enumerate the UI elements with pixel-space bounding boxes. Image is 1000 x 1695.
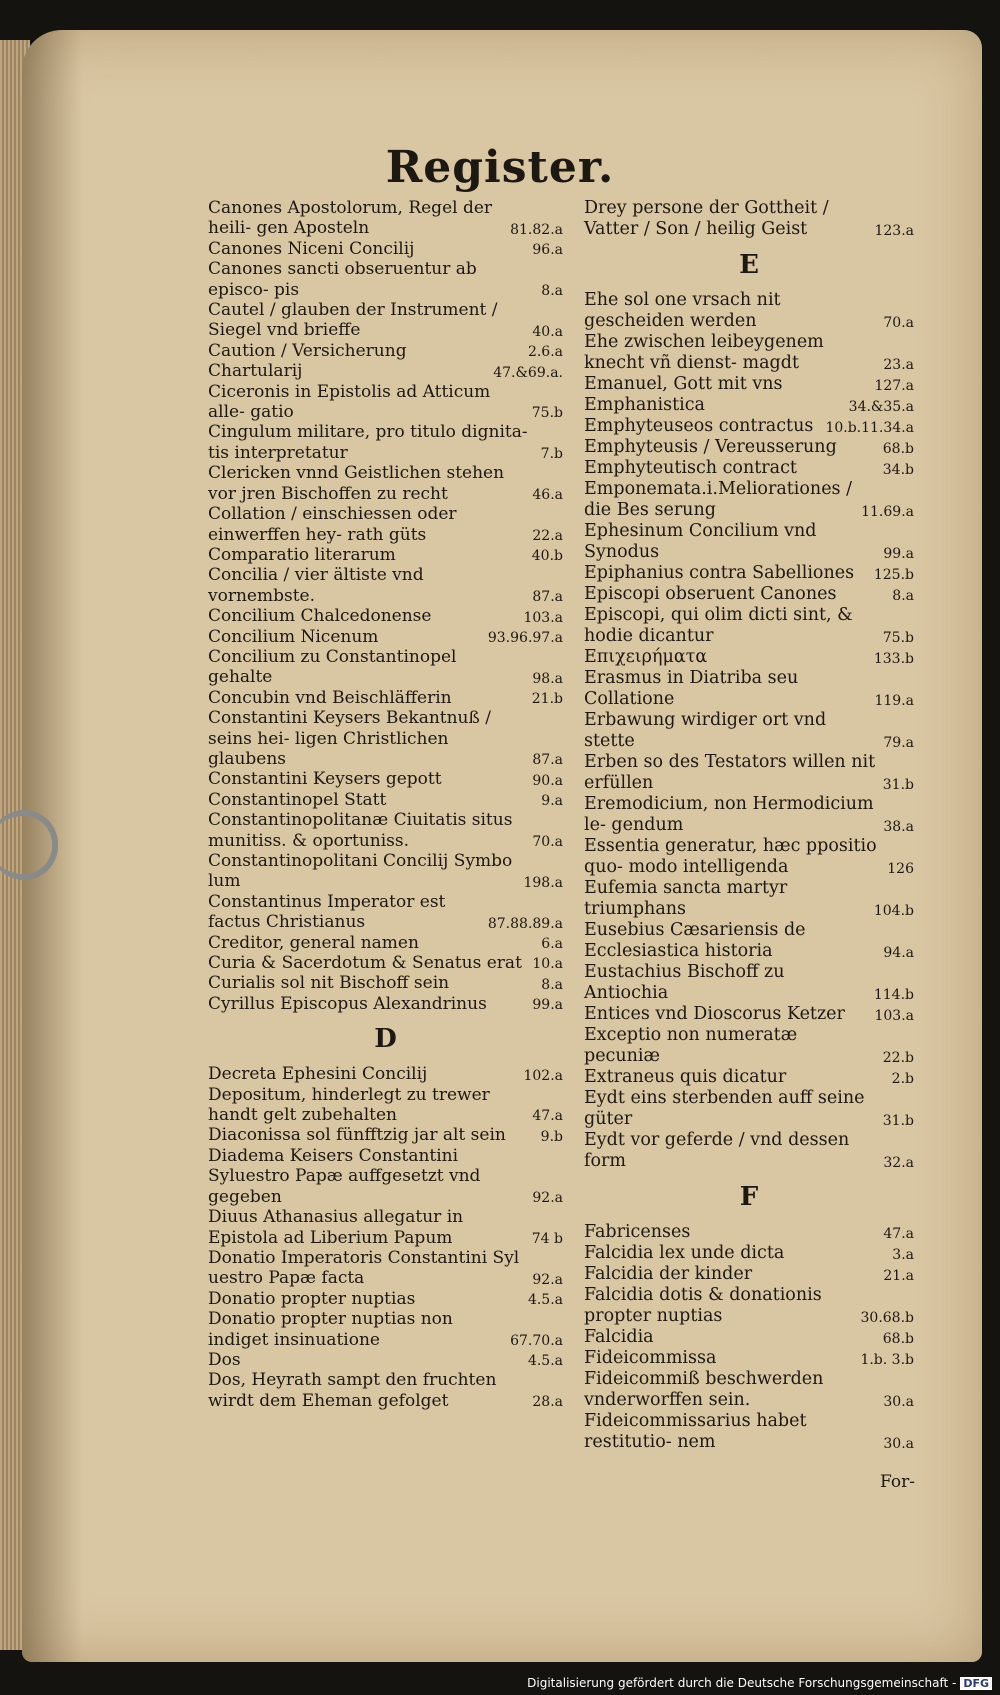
entry-text: Constantinopolitani Concilij Symbo lum (208, 851, 513, 892)
entry-page-ref: 10.a (532, 956, 563, 973)
entry-text: Concilium zu Constantinopel gehalte (208, 646, 457, 688)
entry-page-ref: 133.b (873, 651, 914, 667)
entry-text: Canones Niceni Concilij (208, 238, 415, 259)
index-entry (584, 752, 914, 794)
index-entry (208, 892, 563, 933)
entry-text: Fideicommissarius habet restitutio- nem (584, 1411, 807, 1452)
entry-page-ref: 79.a (883, 735, 914, 751)
entry-page-ref: 127.a (874, 378, 914, 394)
entry-page-ref: 74 b (531, 1230, 563, 1247)
entry-text: Curia & Sacerdotum & Senatus erat (208, 953, 522, 974)
entry-text: Concilium Chalcedonense (208, 606, 432, 627)
entry-text: Eydt vor geferde / vnd dessen form (584, 1130, 850, 1171)
entry-text: Creditor, general namen (208, 932, 419, 953)
entry-page-ref: 70.a (883, 315, 914, 331)
index-entry (208, 708, 563, 769)
index-entry (584, 1088, 914, 1130)
index-entry (584, 416, 914, 437)
entry-page-ref: 9.b (540, 1128, 563, 1145)
index-entry (208, 1289, 563, 1309)
catchword: For- (880, 1472, 915, 1492)
index-entry (208, 1125, 563, 1145)
entry-text: Falcidia dotis & donationis propter nuptias (584, 1285, 822, 1326)
entry-page-ref: 114.b (873, 987, 914, 1003)
index-entry (584, 584, 914, 605)
entry-text: Ehe zwischen leibeygenem knecht vñ dienst- magdt (584, 332, 824, 373)
entry-text: Emphyteusis / Vereusserung (584, 437, 837, 457)
entry-text: Erbawung wirdiger ort vnd stette (584, 710, 827, 751)
entry-page-ref: 8.a (892, 588, 914, 604)
entry-text: Cautel / glauben der Instrument / Siegel vnd brieffe (208, 300, 498, 341)
index-entry (208, 341, 563, 361)
entry-page-ref: 47.&69.a. (493, 364, 563, 381)
entry-text: Canones sancti obseruentur ab episco- pis (208, 259, 477, 300)
index-entry (208, 1207, 563, 1248)
entry-page-ref: 104.b (873, 903, 914, 919)
entry-text: Emphyteuseos contractus (584, 416, 814, 436)
entry-page-ref: 47.a (532, 1108, 563, 1125)
entry-text: Concilium Nicenum (208, 626, 379, 647)
entry-text: Emanuel, Gott mit vns (584, 374, 783, 394)
entry-text: Caution / Versicherung (208, 340, 407, 361)
index-entry (208, 1064, 563, 1084)
entry-text: Ciceronis in Epistolis ad Atticum alle- gatio (208, 381, 491, 423)
entry-page-ref: 32.a (883, 1155, 914, 1171)
index-entry (584, 437, 914, 458)
index-entry (584, 647, 914, 668)
entry-text: Eufemia sancta martyr triumphans (584, 878, 788, 919)
entry-text: Falcidia lex unde dicta (584, 1243, 785, 1263)
index-entry (208, 565, 563, 606)
index-entry (208, 1350, 563, 1370)
index-entry (208, 933, 563, 953)
entry-text: Dos, Heyrath sampt den fruchten wirdt dem Eheman gefolget (208, 1370, 497, 1411)
index-entry (584, 1411, 914, 1453)
entry-text: Diuus Athanasius allegatur in Epistola ad Liberium Papum (208, 1207, 464, 1248)
entry-text: Fideicommissa (584, 1348, 717, 1368)
entry-page-ref: 198.a (523, 874, 563, 891)
index-entry (208, 463, 563, 504)
entry-page-ref: 99.a (532, 997, 563, 1014)
entry-text: Depositum, hinderlegt zu trewer handt gelt zubehalten (208, 1084, 490, 1126)
entry-page-ref: 3.a (892, 1247, 914, 1263)
entry-text: Diadema Keisers Constantini Syluestro Papæ auffgesetzt vnd gegeben (208, 1145, 481, 1207)
index-entry (208, 606, 563, 626)
index-entry (584, 1067, 914, 1088)
entry-page-ref: 68.b (882, 441, 914, 457)
index-entry (208, 1146, 563, 1207)
credit-text: Digitalisierung gefördert durch die Deutsche Forschungsgemeinschaft - (527, 1676, 957, 1690)
entry-text: Falcidia (584, 1327, 654, 1347)
entry-text: Eusebius Cæsariensis de Ecclesiastica historia (584, 920, 806, 961)
entry-page-ref: 21.b (531, 691, 563, 708)
entry-page-ref: 4.5.a (527, 1292, 563, 1309)
entry-page-ref: 9.a (541, 793, 563, 810)
index-entry (208, 300, 563, 341)
entry-page-ref: 31.b (882, 777, 914, 793)
entry-page-ref: 67.70.a (510, 1332, 563, 1349)
index-entry (584, 710, 914, 752)
entry-text: Cingulum militare, pro titulo dignita- tis interpretatur (208, 422, 528, 463)
entry-page-ref: 103.a (874, 1008, 914, 1024)
entry-page-ref: 23.a (883, 357, 914, 373)
entry-page-ref: 126 (887, 861, 914, 877)
entry-text: Donatio propter nuptias non indiget insinuatione (208, 1309, 453, 1350)
entry-text: Extraneus quis dicatur (584, 1067, 787, 1087)
page-title: Register. (385, 142, 615, 193)
index-entry (208, 769, 563, 789)
index-entry (584, 479, 914, 521)
index-entry (584, 1285, 914, 1327)
index-entry (208, 1309, 563, 1350)
section-letter: E (739, 250, 759, 280)
entry-text: Epiphanius contra Sabelliones (584, 563, 855, 583)
entry-page-ref: 87.a (532, 752, 563, 769)
entry-page-ref: 40.b (531, 548, 563, 565)
index-entry (208, 973, 563, 993)
entry-page-ref: 98.a (532, 670, 563, 687)
entry-text: Falcidia der kinder (584, 1264, 753, 1284)
entry-text: Ehe sol one vrsach nit gescheiden werden (584, 290, 781, 331)
entry-page-ref: 68.b (882, 1331, 914, 1347)
entry-text: Collation / einschiessen oder einwerffen hey- rath güts (208, 504, 457, 545)
entry-text: Donatio propter nuptias (208, 1288, 416, 1309)
entry-page-ref: 30.68.b (860, 1310, 914, 1326)
entry-page-ref: 94.a (883, 945, 914, 961)
index-entry (208, 810, 563, 851)
index-entry (584, 395, 914, 416)
entry-page-ref: 30.a (883, 1394, 914, 1410)
index-entry (208, 259, 563, 300)
entry-text: Constantinus Imperator est factus Christianus (208, 891, 446, 933)
index-entry (208, 239, 563, 259)
entry-text: Erben so des Testators willen nit erfüllen (584, 752, 876, 793)
section-letter: D (374, 1024, 397, 1055)
entry-text: Ephesinum Concilium vnd Synodus (584, 521, 817, 562)
entry-page-ref: 93.96.97.a (487, 629, 563, 646)
index-entry (208, 851, 563, 892)
entry-page-ref: 2.6.a (527, 344, 563, 361)
digitization-credit (527, 1676, 992, 1690)
entry-page-ref: 103.a (523, 609, 563, 626)
entry-text: Concilia / vier ältiste vnd vornembste. (208, 565, 424, 606)
entry-page-ref: 123.a (874, 223, 914, 239)
entry-page-ref: 46.a (532, 487, 563, 504)
entry-text: Donatio Imperatoris Constantini Syl uestro Papæ facta (208, 1247, 520, 1289)
entry-text: Constantini Keysers gepott (208, 769, 442, 790)
index-entry (208, 688, 563, 708)
entry-page-ref: 75.b (531, 405, 563, 422)
entry-page-ref: 22.b (882, 1050, 914, 1066)
index-entry (584, 1369, 914, 1411)
entry-page-ref: 11.69.a (861, 504, 914, 520)
entry-page-ref: 10.b.11.34.a (825, 420, 914, 436)
index-entry (584, 605, 914, 647)
index-entry (584, 1327, 914, 1348)
entry-page-ref: 7.b (540, 446, 563, 463)
entry-page-ref: 40.a (532, 323, 563, 340)
index-entry (584, 1264, 914, 1285)
entry-text: Entices vnd Dioscorus Ketzer (584, 1004, 845, 1024)
index-entry (208, 1085, 563, 1126)
entry-text: Fabricenses (584, 1222, 691, 1242)
entry-page-ref: 2.b (891, 1071, 914, 1087)
entry-text: Eustachius Bischoff zu Antiochia (584, 962, 785, 1003)
entry-page-ref: 8.a (541, 283, 563, 300)
index-entry (584, 878, 914, 920)
index-entry (584, 198, 914, 240)
index-entry (584, 1004, 914, 1025)
index-entry (584, 794, 914, 836)
entry-page-ref: 34.b (882, 462, 914, 478)
entry-page-ref: 31.b (882, 1113, 914, 1129)
index-entry (584, 1348, 914, 1369)
index-entry (584, 458, 914, 479)
entry-text: Comparatio literarum (208, 544, 396, 565)
index-entry (208, 422, 563, 463)
entry-text: Episcopi, qui olim dicti sint, & hodie dicantur (584, 605, 853, 646)
index-entry (208, 1370, 563, 1411)
entry-page-ref: 34.&35.a (848, 399, 914, 415)
entry-page-ref: 75.b (882, 630, 914, 646)
entry-text: Diaconissa sol fünfftzig jar alt sein (208, 1125, 506, 1146)
index-entry (584, 563, 914, 584)
index-entry (208, 382, 563, 423)
index-entry (208, 627, 563, 647)
entry-page-ref: 92.a (532, 1190, 563, 1207)
entry-page-ref: 22.a (532, 527, 563, 544)
index-entry (208, 1248, 563, 1289)
index-entry (584, 668, 914, 710)
entry-page-ref: 4.5.a (527, 1353, 563, 1370)
index-entry (584, 1025, 914, 1067)
entry-page-ref: 21.a (883, 1268, 914, 1284)
index-entry (208, 953, 563, 973)
entry-text: Eremodicium, non Hermodicium le- gendum (584, 794, 874, 835)
entry-text: Fideicommiß beschwerden vnderworffen sein. (584, 1369, 824, 1410)
index-entry (208, 647, 563, 688)
entry-text: Eydt eins sterbenden auff seine güter (584, 1088, 865, 1129)
entry-page-ref: 70.a (532, 834, 563, 850)
entry-text: Episcopi obseruent Canones (584, 584, 837, 604)
index-column-right (584, 198, 914, 1453)
section-letter: F (739, 1182, 759, 1212)
index-entry (584, 836, 914, 878)
index-entry (208, 790, 563, 810)
index-entry (208, 504, 563, 545)
index-entry (208, 198, 563, 239)
entry-page-ref: 30.a (883, 1436, 914, 1452)
entry-text: Decreta Ephesini Concilij (208, 1064, 428, 1085)
entry-text: Cyrillus Episcopus Alexandrinus (208, 993, 487, 1014)
index-entry (584, 1222, 914, 1243)
entry-text: Concubin vnd Beischläfferin (208, 687, 452, 708)
entry-page-ref: 28.a (532, 1394, 563, 1411)
entry-page-ref: 119.a (874, 693, 914, 709)
entry-page-ref: 1.b. 3.b (860, 1352, 914, 1368)
index-entry (584, 1243, 914, 1264)
index-entry (208, 545, 563, 565)
index-entry (584, 332, 914, 374)
entry-text: Clericken vnnd Geistlichen stehen vor jren Bischoffen zu recht (208, 463, 505, 504)
entry-text: Essentia generatur, hæc ppositio quo- modo intelligenda (584, 836, 877, 877)
index-column-left (208, 198, 563, 1411)
entry-page-ref: 81.82.a (510, 221, 563, 238)
index-entry (208, 994, 563, 1014)
entry-page-ref: 6.a (541, 936, 563, 953)
entry-text: Emphanistica (584, 395, 705, 415)
dfg-logo: DFG (960, 1677, 992, 1690)
index-entry (584, 920, 914, 962)
entry-text: Επιχειρήματα (584, 647, 708, 667)
index-entry (208, 361, 563, 381)
entry-page-ref: 125.b (873, 567, 914, 583)
entry-text: Emphyteutisch contract (584, 458, 797, 478)
entry-page-ref: 47.a (883, 1226, 914, 1242)
index-entry (584, 374, 914, 395)
entry-text: Curialis sol nit Bischoff sein (208, 973, 450, 994)
entry-text: Dos (208, 1349, 241, 1370)
index-entry (584, 962, 914, 1004)
entry-text: Exceptio non numeratæ pecuniæ (584, 1025, 798, 1066)
entry-text: Constantini Keysers Bekantnuß / seins hei- ligen Christlichen glaubens (208, 708, 491, 769)
entry-page-ref: 8.a (541, 976, 563, 993)
entry-page-ref: 102.a (523, 1067, 563, 1084)
index-entry (584, 290, 914, 332)
entry-page-ref: 87.88.89.a (487, 915, 563, 932)
index-entry (584, 1130, 914, 1172)
entry-page-ref: 99.a (883, 546, 914, 562)
entry-page-ref: 96.a (532, 242, 563, 259)
entry-text: Constantinopel Statt (208, 789, 387, 810)
entry-page-ref: 38.a (883, 819, 914, 835)
entry-page-ref: 87.a (532, 589, 563, 606)
index-entry (584, 521, 914, 563)
entry-text: Constantinopolitanæ Ciuitatis situs munitiss. & oportuniss. (208, 810, 513, 851)
entry-text: Emponemata.i.Meliorationes / die Bes serung (584, 479, 852, 520)
entry-text: Chartularij (208, 361, 303, 382)
entry-page-ref: 90.a (532, 772, 563, 789)
entry-page-ref: 92.a (532, 1271, 563, 1288)
entry-text: Drey persone der Gottheit / Vatter / Son / heilig Geist (584, 198, 829, 239)
entry-text: Erasmus in Diatriba seu Collatione (584, 668, 799, 709)
entry-text: Canones Apostolorum, Regel der heili- gen Aposteln (208, 198, 493, 239)
